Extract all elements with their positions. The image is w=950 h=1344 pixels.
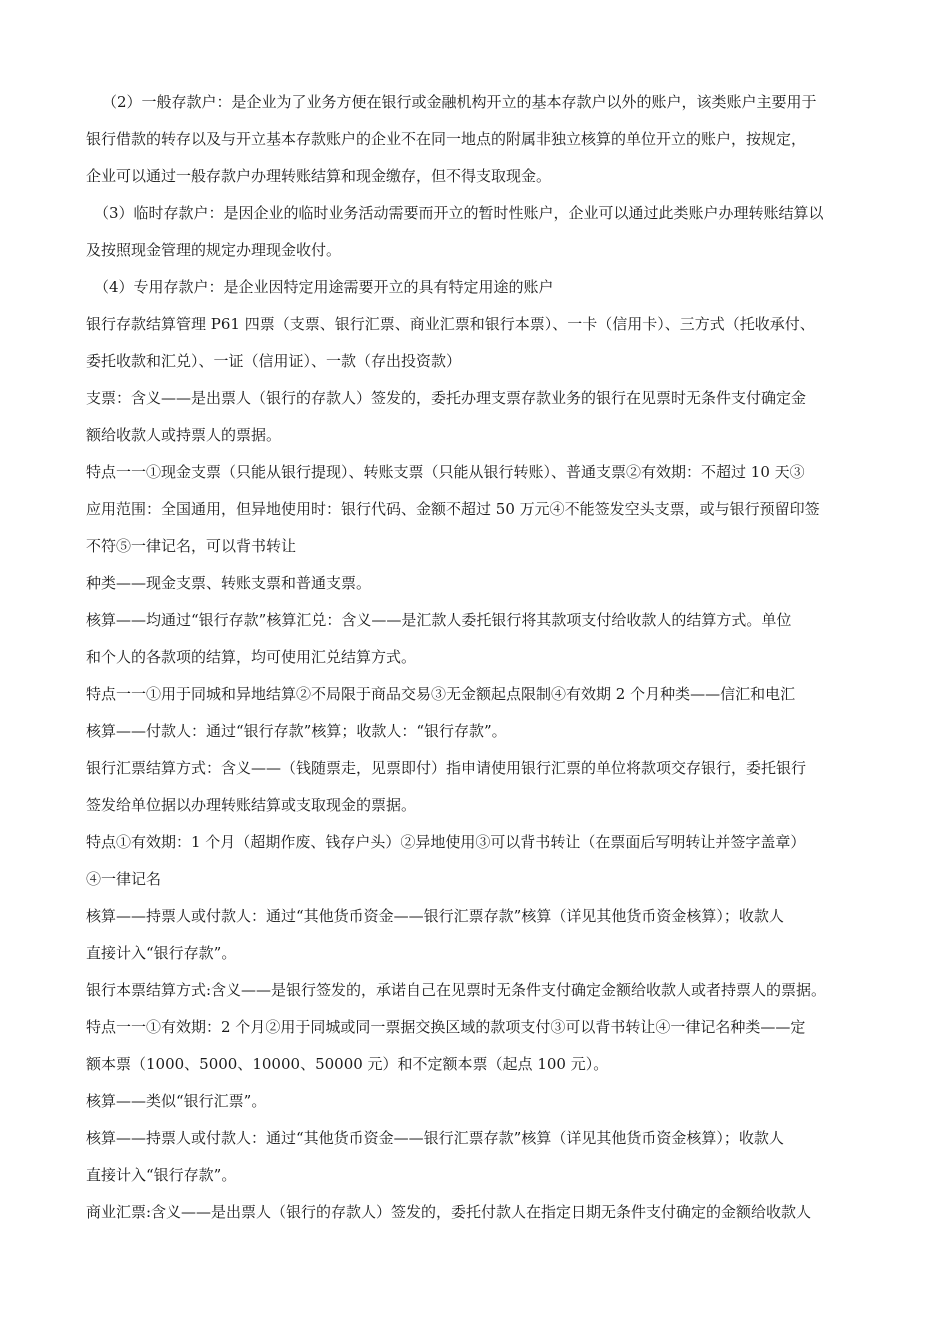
paragraph-line: 和个人的各款项的结算，均可使用汇兑结算方式。 [86, 648, 417, 666]
paragraph-line: 核算——付款人：通过“银行存款”核算；收款人：“银行存款”。 [86, 722, 507, 740]
paragraph-line: 特点一一①有效期：2 个月②用于同城或同一票据交换区域的款项支付③可以背书转让④一律记名种类——定 [86, 1018, 806, 1036]
paragraph-line: 银行存款结算管理 P61 四票（支票、银行汇票、商业汇票和银行本票）、一卡（信用卡）、三方式（托收承付、 [86, 315, 815, 333]
paragraph-line: 支票：含义——是出票人（银行的存款人）签发的，委托办理支票存款业务的银行在见票时无条件支付确定金 [86, 389, 807, 407]
paragraph-line: 种类——现金支票、转账支票和普通支票。 [86, 574, 372, 592]
paragraph-line: 委托收款和汇兑）、一证（信用证）、一款（存出投资款） [86, 352, 462, 370]
paragraph-line: 银行借款的转存以及与开立基本存款账户的企业不在同一地点的附属非独立核算的单位开立的账户，按规定， [86, 130, 807, 148]
paragraph-line: 企业可以通过一般存款户办理转账结算和现金缴存，但不得支取现金。 [86, 167, 552, 185]
paragraph-line: 额给收款人或持票人的票据。 [86, 426, 282, 444]
paragraph-line: 签发给单位据以办理转账结算或支取现金的票据。 [86, 796, 417, 814]
paragraph-line: 核算——持票人或付款人：通过“其他货币资金——银行汇票存款”核算（详见其他货币资金核算）；收款人 [86, 1129, 784, 1147]
paragraph-line: ④一律记名 [86, 870, 162, 888]
paragraph-line: 额本票（1000、5000、10000、50000 元）和不定额本票（起点 100 元）。 [86, 1055, 609, 1073]
paragraph-line: 直接计入“银行存款”。 [86, 1166, 237, 1184]
paragraph-line: （4）专用存款户：是企业因特定用途需要开立的具有特定用途的账户 [94, 278, 554, 296]
paragraph-line: 核算——均通过“银行存款”核算汇兑：含义——是汇款人委托银行将其款项支付给收款人的结算方式。单位 [86, 611, 792, 629]
paragraph-line: 商业汇票:含义——是出票人（银行的存款人）签发的，委托付款人在指定日期无条件支付确定的金额给收款人 [86, 1203, 812, 1221]
paragraph-line: 应用范围：全国通用，但异地使用时：银行代码、金额不超过 50 万元④不能签发空头支票，或与银行预留印签 [86, 500, 820, 518]
paragraph-line: 不符⑤一律记名，可以背书转让 [86, 537, 297, 555]
paragraph-line: 特点①有效期：1 个月（超期作废、钱存户头）②异地使用③可以背书转让（在票面后写明转让并签字盖章） [86, 833, 806, 851]
paragraph-line: 银行汇票结算方式：含义——（钱随票走，见票即付）指申请使用银行汇票的单位将款项交存银行，委托银行 [86, 759, 807, 777]
paragraph-line: （3）临时存款户：是因企业的临时业务活动需要而开立的暂时性账户，企业可以通过此类账户办理转账结算以 [94, 204, 824, 222]
paragraph-line: 银行本票结算方式:含义——是银行签发的，承诺自己在见票时无条件支付确定金额给收款人或者持票人的票据。 [86, 981, 827, 999]
document-page [86, 92, 912, 1239]
paragraph-line: 直接计入“银行存款”。 [86, 944, 237, 962]
paragraph-line: 特点一一①现金支票（只能从银行提现）、转账支票（只能从银行转账）、普通支票②有效期：不超过 10 天③ [86, 463, 805, 481]
paragraph-line: 及按照现金管理的规定办理现金收付。 [86, 241, 342, 259]
paragraph-line: 核算——类似“银行汇票”。 [86, 1092, 267, 1110]
paragraph-line: 特点一一①用于同城和异地结算②不局限于商品交易③无金额起点限制④有效期 2 个月种类——信汇和电汇 [86, 685, 796, 703]
paragraph-line: （2）一般存款户：是企业为了业务方便在银行或金融机构开立的基本存款户以外的账户，该类账户主要用于 [102, 93, 817, 111]
paragraph-line: 核算——持票人或付款人：通过“其他货币资金——银行汇票存款”核算（详见其他货币资金核算）；收款人 [86, 907, 784, 925]
